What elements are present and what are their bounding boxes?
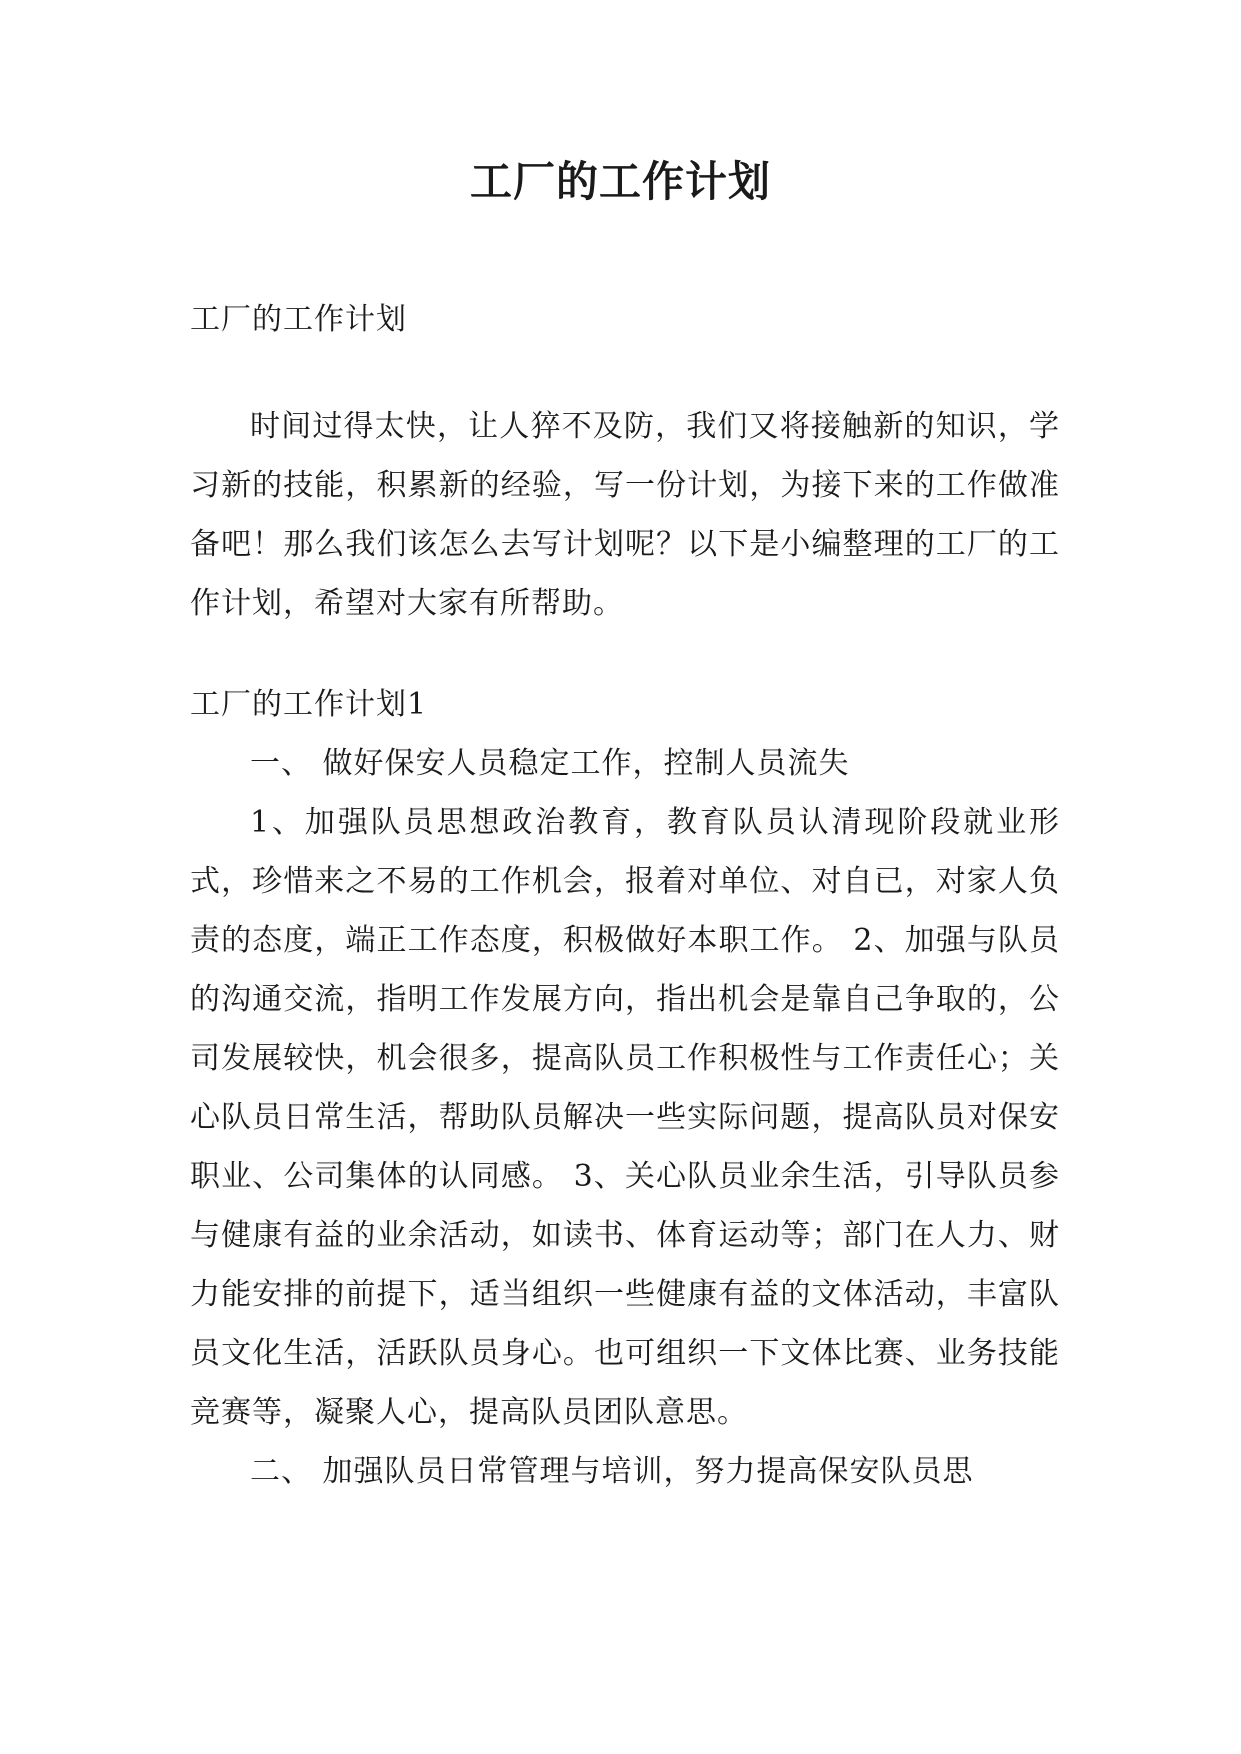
body-paragraph: 1、加强队员思想政治教育，教育队员认清现阶段就业形式，珍惜来之不易的工作机会，报着对单位、对自已，对家人负责的态度，端正工作态度，积极做好本职工作。 2、加强与队员的沟通交流，指明工作发展方向，指出机会是靠自己争取的，公司发展较快，机会很多，提高队员工作积极性与工作责任心；关心队员日常生活，帮助队员解决一些实际问题，提高队员对保安职业、公司集体的认同感。 3、关心队员业余生活，引导队员参与健康有益的业余活动，如读书、体育运动等；部门在人力、财力能安排的前提下，适当组织一些健康有益的文体活动，丰富队员文化生活，活跃队员身心。也可组织一下文体比赛、业务技能竞赛等，凝聚人心，提高队员团队意思。 (190, 805, 1060, 1430)
document-subtitle: 工厂的工作计划 (190, 302, 407, 337)
section-point-one: 一、 做好保安人员稳定工作，控制人员流失 (250, 746, 850, 781)
section-heading: 工厂的工作计划1 (190, 687, 428, 722)
document-body (190, 290, 1060, 1501)
spacer (190, 349, 1060, 397)
intro-paragraph: 时间过得太快，让人猝不及防，我们又将接触新的知识，学习新的技能，积累新的经验，写一份计划，为接下来的工作做准备吧！那么我们该怎么去写计划呢？以下是小编整理的工厂的工作计划，希望对大家有所帮助。 (190, 409, 1060, 621)
spacer (190, 633, 1060, 675)
section-point-two: 二、 加强队员日常管理与培训，努力提高保安队员思 (250, 1454, 974, 1489)
document-title: 工厂的工作计划 (469, 157, 771, 206)
